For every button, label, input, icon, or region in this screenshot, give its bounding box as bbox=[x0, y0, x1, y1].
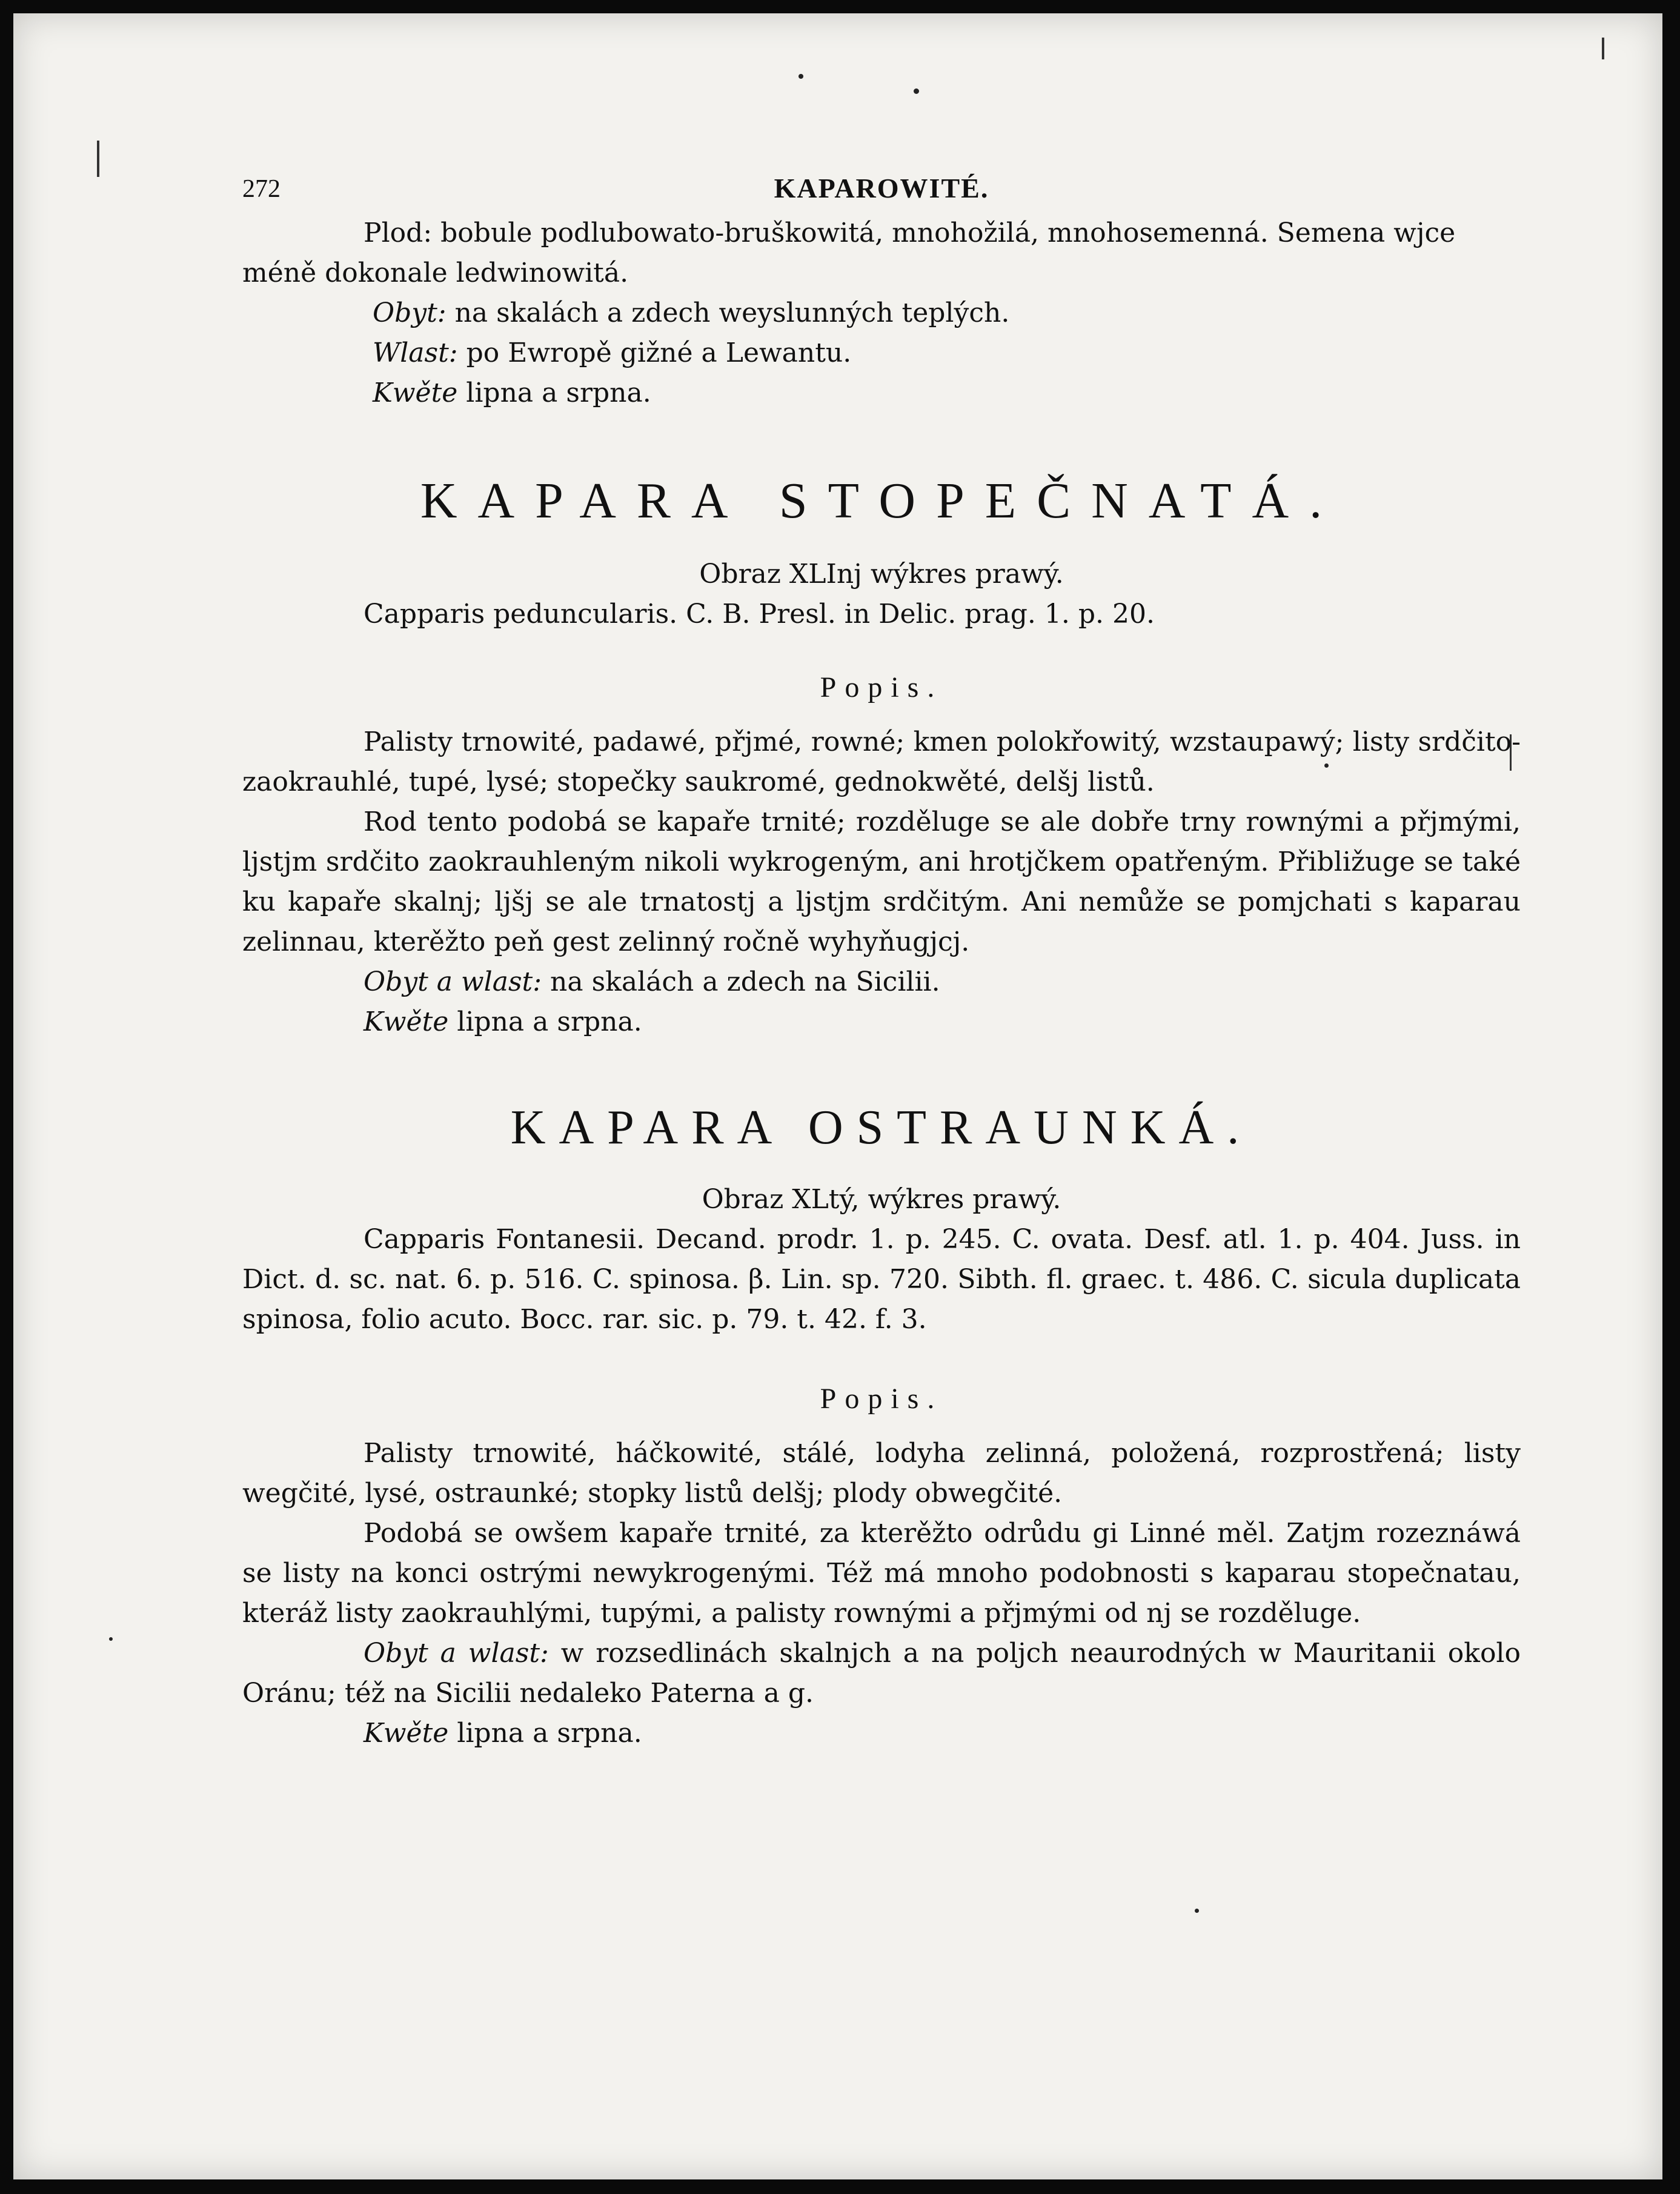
range-text: po Ewropě gižné a Lewantu. bbox=[457, 337, 852, 368]
plate-reference: Obraz XLtý, wýkres prawý. bbox=[702, 1184, 1061, 1215]
flowering-line bbox=[242, 373, 1521, 413]
synonym-paragraph: Capparis Fontanesii. Decand. prodr. 1. p. 245. C. ovata. Desf. atl. 1. p. 404. Juss. in Dict. d. sc. nat. 6. p. 516. C. spinosa. β. Lin. sp. 720. Sibth. fl. graec. t. 486. C. sicula duplicata spinosa, folio acuto. Bocc. rar. sic. p. 79. t. 42. f. 3. bbox=[242, 1224, 1521, 1335]
flowering-label: Kwěte bbox=[364, 1006, 449, 1037]
description-heading: Popis. bbox=[820, 671, 943, 703]
flowering-line bbox=[242, 1002, 1521, 1042]
range-label: Wlast: bbox=[373, 337, 458, 368]
plate-reference: Obraz XLInj wýkres prawý. bbox=[699, 559, 1064, 590]
plod-line-continued: méně dokonale ledwinowitá. bbox=[242, 258, 629, 288]
plod-line: Plod: bobule podlubowato-bruškowitá, mnohožilá, mnohosemenná. Semena wjce bbox=[364, 218, 1456, 248]
habitat-label: Obyt a wlast: bbox=[364, 966, 542, 997]
flowering-label: Kwěte bbox=[364, 1718, 449, 1749]
scan-speck bbox=[109, 1637, 113, 1641]
habitat-text: w rozsedlinách skalnjch a na poljch neaurodných w Mauritanii okolo Oránu; též na Sicilii nedaleko Paterna a g. bbox=[242, 1638, 1521, 1709]
habitat-paragraph bbox=[242, 1634, 1521, 1714]
habitat-text: na skalách a zdech weyslunných teplých. bbox=[446, 298, 1010, 328]
scan-speck bbox=[1195, 1909, 1199, 1913]
description-paragraph: Palisty trnowité, padawé, přjmé, rowné; kmen polokřowitý, wzstaupawý; listy srdčito-zaokrauhlé, tupé, lysé; stopečky saukromé, gednokwěté, delšj listů. bbox=[242, 726, 1521, 797]
running-title: KAPAROWITÉ. bbox=[774, 173, 989, 204]
habitat-line bbox=[242, 962, 1521, 1002]
flowering-line bbox=[242, 1714, 1521, 1754]
habitat-line bbox=[242, 293, 1521, 333]
flowering-label: Kwěte bbox=[373, 377, 458, 408]
flowering-text: lipna a srpna. bbox=[457, 377, 651, 408]
scan-speck bbox=[914, 88, 919, 94]
page-number: 272 bbox=[242, 175, 281, 203]
running-head bbox=[242, 165, 1521, 213]
species-heading: KAPARA STOPEČNATÁ. bbox=[420, 473, 1343, 529]
flowering-text: lipna a srpna. bbox=[448, 1718, 642, 1749]
scan-edge-mark bbox=[97, 141, 99, 177]
scan-edge-mark bbox=[1602, 38, 1604, 59]
scanned-page bbox=[13, 13, 1662, 2179]
habitat-text: na skalách a zdech na Sicilii. bbox=[542, 966, 940, 997]
habitat-label: Obyt: bbox=[373, 298, 447, 328]
scan-speck bbox=[798, 74, 803, 79]
comparison-paragraph: Podobá se owšem kapaře trnité, za kterěžto odrůdu gi Linné měl. Zatjm rozeznáwá se listy na konci ostrými newykrogenými. Též má mnoho podobnosti s kaparau stopečnatau, kteráž listy zaokrauhlými, tupými, a palisty rownými a přjmými od nj se rozděluge. bbox=[242, 1518, 1521, 1629]
species-heading: KAPARA OSTRAUNKÁ. bbox=[510, 1101, 1253, 1154]
text-block bbox=[242, 165, 1521, 1754]
habitat-label: Obyt a wlast: bbox=[364, 1638, 549, 1669]
description-heading: Popis. bbox=[820, 1383, 943, 1415]
description-paragraph: Palisty trnowité, háčkowité, stálé, lodyha zelinná, položená, rozprostřená; listy wegčité, lysé, ostraunké; stopky listů delšj; plody obwegčité. bbox=[242, 1438, 1521, 1509]
flowering-text: lipna a srpna. bbox=[448, 1006, 642, 1037]
comparison-paragraph: Rod tento podobá se kapaře trnité; rozděluge se ale dobře trny rownými a přjmými, ljstjm srdčito zaokrauhleným nikoli wykrogeným, ani hrotjčkem opatřeným. Přibližuge se také ku kapaře skalnj; ljšj se ale trnatostj a ljstjm srdčitým. Ani nemůže se pomjchati s kaparau zelinnau, kterěžto peň gest zelinný ročně wyhyňugjcj. bbox=[242, 806, 1521, 957]
synonym-line: Capparis peduncularis. C. B. Presl. in Delic. prag. 1. p. 20. bbox=[364, 599, 1155, 630]
range-line bbox=[242, 333, 1521, 373]
